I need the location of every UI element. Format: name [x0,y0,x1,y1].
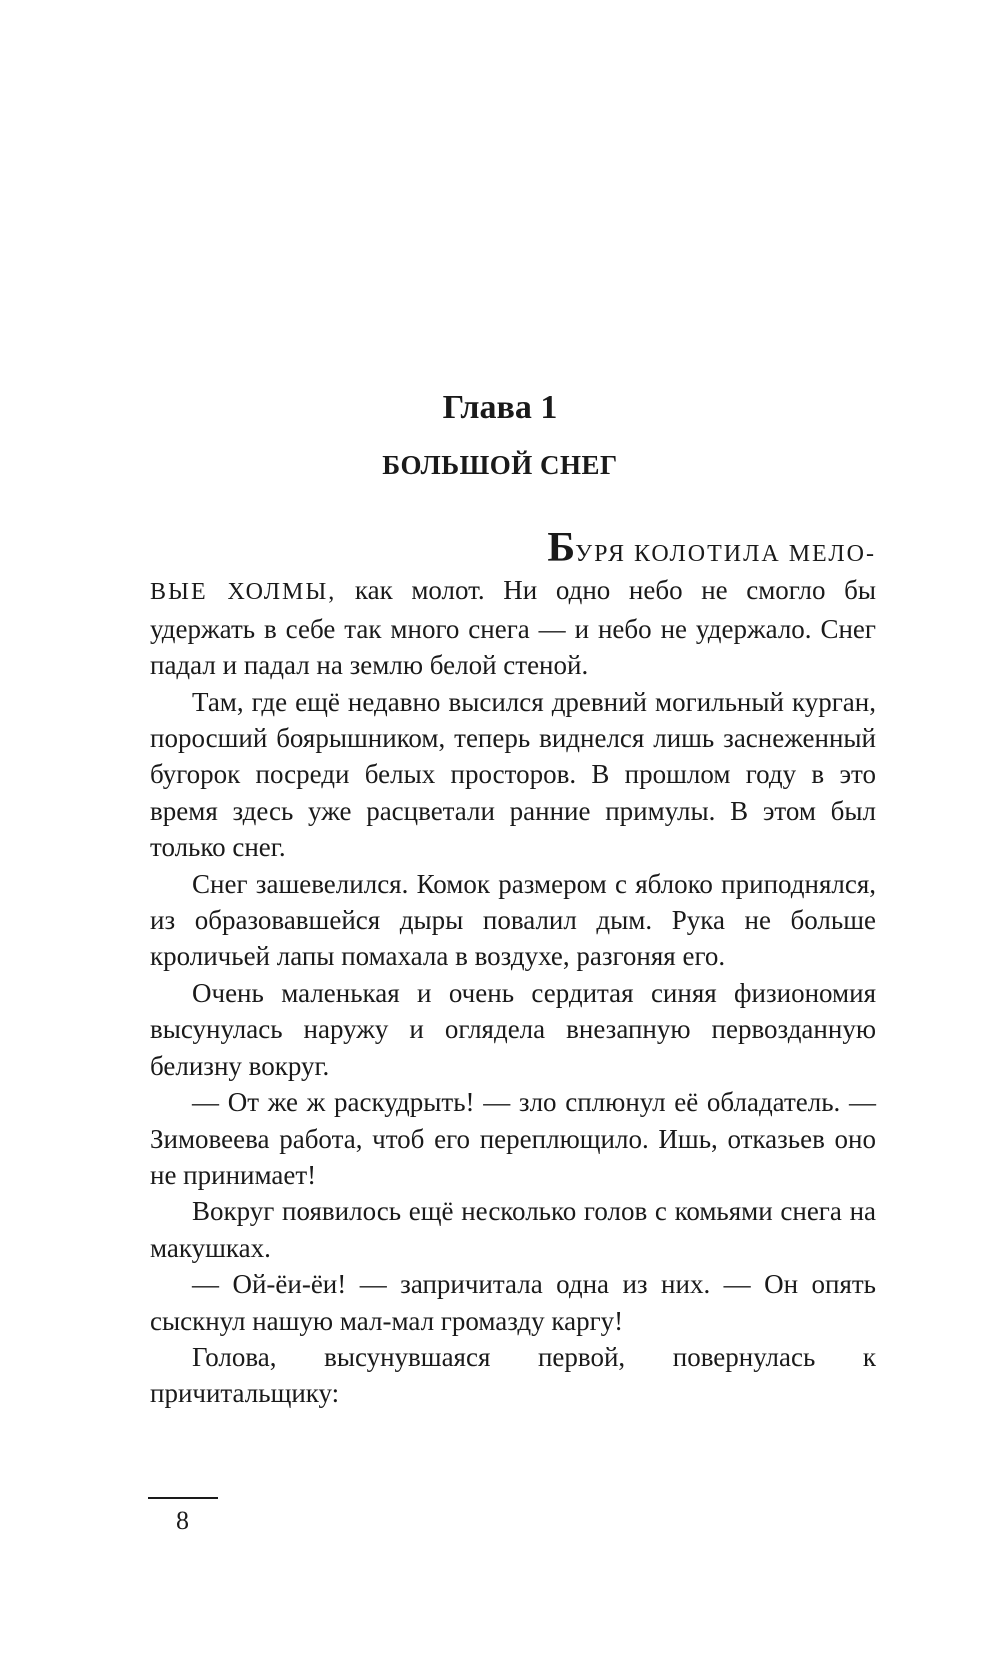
chapter-number: Глава 1 [442,389,558,426]
drop-cap: Б [547,525,576,571]
opening-paragraph [150,525,876,684]
paragraph: Голова, высунувшаяся первой, повернулась к причитальщику: [150,1341,876,1409]
chapter-title: БОЛЬШОЙ СНЕГ [382,450,618,480]
footer-rule [148,1497,218,1499]
paragraph: Снег зашевелился. Комок размером с яблоко приподнялся, из образовавшейся дыры повалил дым. Рука не больше кроличьей лапы помахала в воздухе, разгоняя его. [150,868,876,972]
page-number: 8 [176,1506,189,1535]
opening-caps-line2: ВЫЕ ХОЛМЫ, [150,579,337,606]
paragraph: — Ой-ёи-ёи! — запричитала одна из них. — Он опять сыскнул нашую мал-мал громазду каргу! [150,1269,876,1336]
opening-rest: как молот. Ни одно небо не смогло бы удержать в себе так много снега — и небо не удержало. Снег падал и падал на землю белой стеной. [150,575,876,681]
body-text [150,525,876,1412]
paragraph: — От же ж раскудрыть! — зло сплюнул её обладатель. — Зимовеева работа, чтоб его переплющило. Ишь, отказьев оно не принимает! [150,1087,876,1190]
opening-line [150,525,876,572]
opening-caps-line1: УРЯ КОЛОТИЛА МЕЛО- [575,541,876,567]
paragraph: Очень маленькая и очень сердитая синяя физиономия высунулась наружу и оглядела внезапную первозданную белизну вокруг. [150,977,876,1081]
paragraph: Там, где ещё недавно высился древний могильный курган, поросший боярышником, теперь виднелся лишь заснеженный бугорок посреди белых просторов. В прошлом году в это время здесь уже расцветали ранние примулы. В этом был только снег. [150,686,876,863]
paragraph: Вокруг появилось ещё несколько голов с комьями снега на макушках. [150,1196,876,1263]
